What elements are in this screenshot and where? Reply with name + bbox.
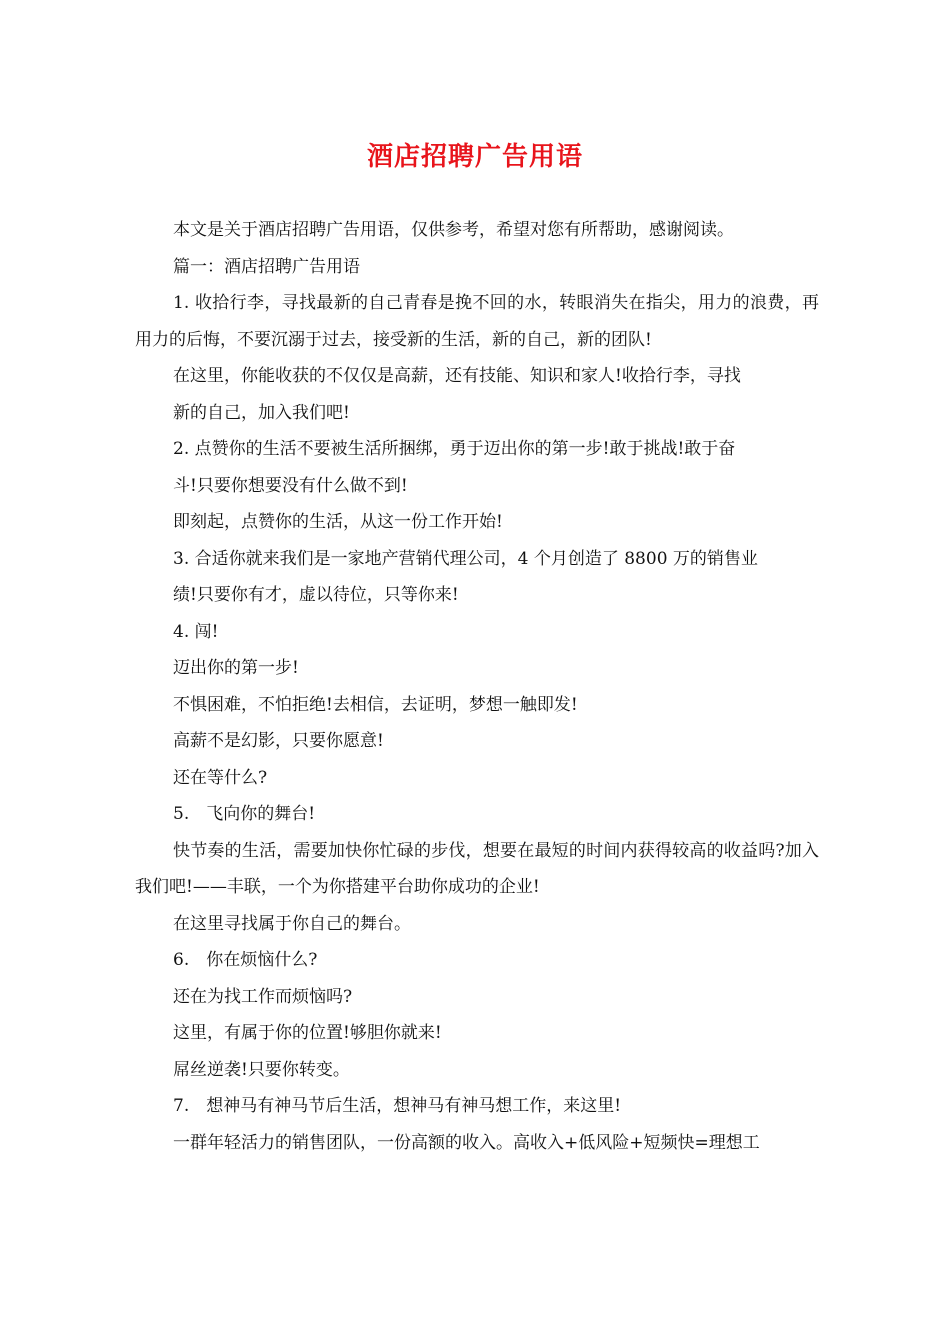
paragraph: 还在为找工作而烦恼吗? — [173, 986, 353, 1007]
paragraph: 即刻起，点赞你的生活，从这一份工作开始! — [173, 512, 503, 532]
paragraph: 屌丝逆袭!只要你转变。 — [173, 1059, 350, 1080]
paragraph: 快节奏的生活，需要加快你忙碌的步伐，想要在最短的时间内获得较高的收益吗?加入我们吧!——丰联，一个为你搭建平台助你成功的企业! — [135, 840, 819, 897]
section-heading: 篇一：酒店招聘广告用语 — [173, 256, 360, 277]
paragraph: 斗!只要你想要没有什么做不到! — [173, 475, 408, 496]
paragraph: 7. 想神马有神马节后生活，想神马有神马想工作，来这里! — [173, 1096, 622, 1116]
paragraph: 迈出你的第一步! — [173, 658, 299, 678]
paragraph: 还在等什么? — [173, 767, 268, 788]
paragraph: 2. 点赞你的生活不要被生活所捆绑，勇于迈出你的第一步!敢于挑战!敢于奋 — [173, 439, 736, 459]
paragraph: 本文是关于酒店招聘广告用语，仅供参考，希望对您有所帮助，感谢阅读。 — [173, 220, 734, 240]
document-title: 酒店招聘广告用语 — [366, 142, 583, 172]
paragraph: 绩!只要你有才，虚以待位，只等你来! — [173, 585, 459, 605]
paragraph: 一群年轻活力的销售团队，一份高额的收入。高收入+低风险+短频快=理想工 — [173, 1132, 760, 1153]
paragraph: 这里，有属于你的位置!够胆你就来! — [173, 1023, 442, 1043]
paragraph: 5. 飞向你的舞台! — [173, 804, 316, 824]
paragraph: 高薪不是幻影，只要你愿意! — [173, 731, 384, 751]
document-body — [135, 212, 819, 1161]
paragraph: 不惧困难，不怕拒绝!去相信，去证明，梦想一触即发! — [173, 694, 578, 715]
paragraph: 1. 收拾行李，寻找最新的自己青春是挽不回的水，转眼消失在指尖，用力的浪费，再用力的后悔，不要沉溺于过去，接受新的生活，新的自己，新的团队! — [135, 293, 819, 350]
paragraph: 3. 合适你就来我们是一家地产营销代理公司，4 个月创造了 8800 万的销售业 — [173, 548, 758, 569]
paragraph: 在这里寻找属于你自己的舞台。 — [173, 913, 411, 934]
paragraph: 4. 闯! — [173, 621, 219, 642]
paragraph: 在这里，你能收获的不仅仅是高薪，还有技能、知识和家人!收拾行李，寻找 — [173, 366, 741, 386]
paragraph: 新的自己，加入我们吧! — [173, 402, 350, 423]
paragraph: 6. 你在烦恼什么? — [173, 950, 318, 970]
